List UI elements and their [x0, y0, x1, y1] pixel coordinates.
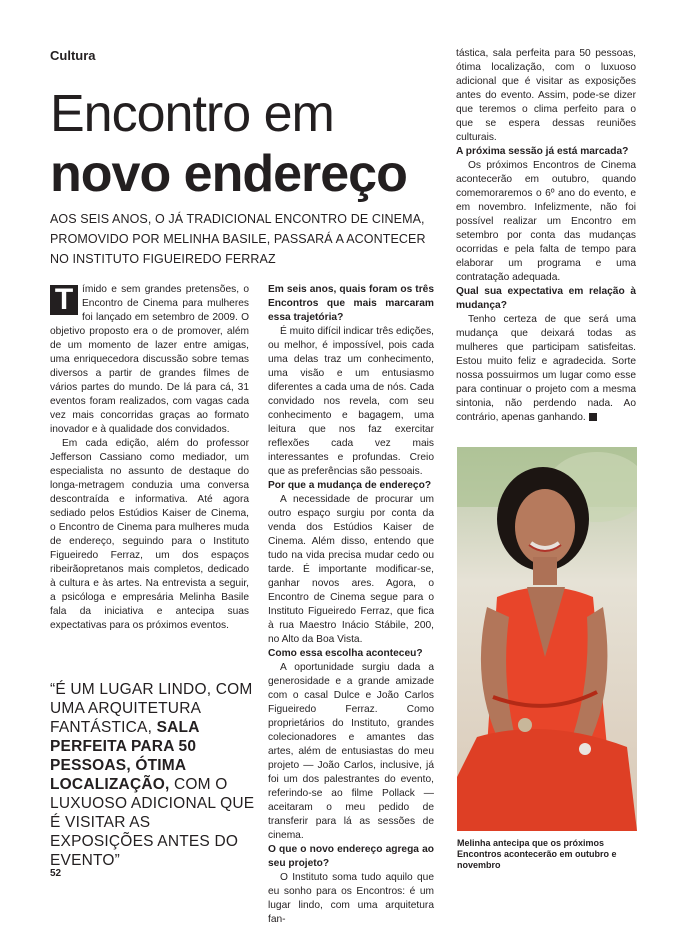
interview-question: Qual sua expectativa em relação à mudança?	[456, 286, 636, 311]
lead-paragraph	[50, 209, 430, 269]
lead-line: NO INSTITUTO FIGUEIREDO FERRAZ	[50, 252, 276, 266]
intro-text: ímido e sem grandes pretensões, o Encontro de Cinema para mulheres foi lançado em setembro de 2009. O objetivo proposto era o de promover, além de um momento de lazer entre amigas, uma enriquecedora discussão sobre temas diversos a partir de grandes filmes de vários partes do mundo. De lá para cá, 31 eventos foram realizados, com vagas cada vez mais concorridas graças ao formato inovador e à qualidade dos convidados.	[50, 284, 249, 435]
interview-question: Por que a mudança de endereço?	[268, 480, 432, 491]
interview-answer: tástica, sala perfeita para 50 pessoas, ótima localização, com o luxuoso adicional que é visitar as exposições antes do evento. Assim, pode-se dizer que teremos o clima perfeito para o que se espera dessas reuniões culturais.	[456, 48, 636, 143]
pull-quote-bold: SALA PERFEITA PARA 50 PESSOAS, ÓTIMA LOCALIZAÇÃO,	[50, 719, 200, 793]
portrait-illustration	[457, 447, 637, 831]
interview-question: Como essa escolha aconteceu?	[268, 648, 423, 659]
interview-answer: A oportunidade surgiu dada a generosidade e a grande amizade com o casal Dulce e João Carlos Figueiredo Ferraz. Como proprietários do Instituto, grandes colecionadores e amantes das artes, além de entusiastas do meu projeto — João Carlos, inclusive, já foi um dos palestrantes do evento, referindo-se ao filme Pollack — aceitaram o meu pedido de transferir para lá as sessões de cinema.	[268, 662, 434, 841]
body-paragraph: Em cada edição, além do professor Jefferson Cassiano como mediador, um especialista no assunto de destaque do longa-metragem conduzia uma conversa descontraída e informativa. Até agora sediado pelos Estúdios Kaiser de Cinema, o Encontro de Cinema para mulheres muda de endereço, seguindo para o Instituto Figueiredo Ferraz, um dos espaços ribeirãopretanos mais completos, dedicado à cultura e às artes. Na entrevista a seguir, a psicóloga e empresária Melinha Basile fala da iniciativa e antecipa suas expectativas para os próximos eventos.	[50, 438, 249, 631]
interview-answer	[456, 313, 636, 425]
drop-cap: T	[50, 285, 78, 315]
final-answer-text: Tenho certeza de que será uma mudança que deixará todas as mulheres que participam satisfeitas. Estou muito feliz e agradecida. Sorte nossa possuirmos um lugar como esse para continuar o projeto com a mesma sintonia, não perdendo nada. Ao contrário, apenas ganhando.	[456, 314, 636, 423]
page-number: 52	[50, 868, 62, 879]
article-column-2	[268, 283, 434, 927]
photo-caption: Melinha antecipa que os próximos Encontros acontecerão em outubro e novembro	[457, 838, 617, 870]
interview-question: Em seis anos, quais foram os três Encontros que mais marcaram essa trajetória?	[268, 284, 434, 323]
interview-question: A próxima sessão já está marcada?	[456, 146, 629, 157]
lead-line: AOS SEIS ANOS, O JÁ TRADICIONAL ENCONTRO DE CINEMA,	[50, 212, 425, 226]
intro-paragraph	[50, 283, 249, 437]
interview-answer: O Instituto soma tudo aquilo que eu sonho para os Encontros: é um lugar lindo, com uma arquitetura fan-	[268, 872, 434, 925]
article-column-1	[50, 283, 249, 633]
section-label: Cultura	[50, 48, 96, 63]
interview-question: O que o novo endereço agrega ao seu projeto?	[268, 844, 434, 869]
end-mark-icon	[589, 413, 597, 421]
pull-quote-open: “É UM LUGAR LINDO, COM UMA ARQUITETURA FANTÁSTICA,	[50, 681, 253, 736]
headline-line-2: novo endereço	[50, 145, 407, 203]
pull-quote-close: COM O LUXUOSO ADICIONAL QUE É VISITAR AS EXPOSIÇÕES ANTES DO EVENTO”	[50, 776, 255, 869]
pull-quote	[50, 680, 255, 870]
article-column-3	[456, 47, 636, 425]
portrait-photo	[457, 447, 637, 831]
interview-answer: A necessidade de procurar um outro espaço surgiu por conta da venda dos Estúdios Kaiser de Cinema. Além disso, entendo que tudo na vida precisa mudar cedo ou tarde. É importante modificar-se, ganhar novos ares. Agora, o Encontro de Cinema segue para o Instituto Figueiredo Ferraz, que fica à rua Maestro Inácio Stábile, 200, no Alto da Boa Vista.	[268, 494, 434, 645]
lead-line: PROMOVIDO POR MELINHA BASILE, PASSARÁ A ACONTECER	[50, 232, 426, 246]
interview-answer: É muito difícil indicar três edições, ou melhor, é impossível, pois cada uma delas traz um conhecimento, uma visão e um entusiasmo diferentes a cada uma de nós. Cada convidado nos revela, com seu conhecimento e bagagem, uma leitura que nos faz exercitar reflexões cada vez mais interessantes e profundas. Creio que as preferências são pessoais.	[268, 326, 435, 477]
headline-line-1: Encontro em	[50, 85, 334, 143]
interview-answer: Os próximos Encontros de Cinema acontecerão em outubro, quando comemoraremos o 6º ano do evento, e em novembro. Infelizmente, não foi possível realizar um Encontro em setembro por conta das mudanças ocorridas e pela falta de tempo para elaborar um programa e uma contratação adequada.	[456, 160, 636, 283]
